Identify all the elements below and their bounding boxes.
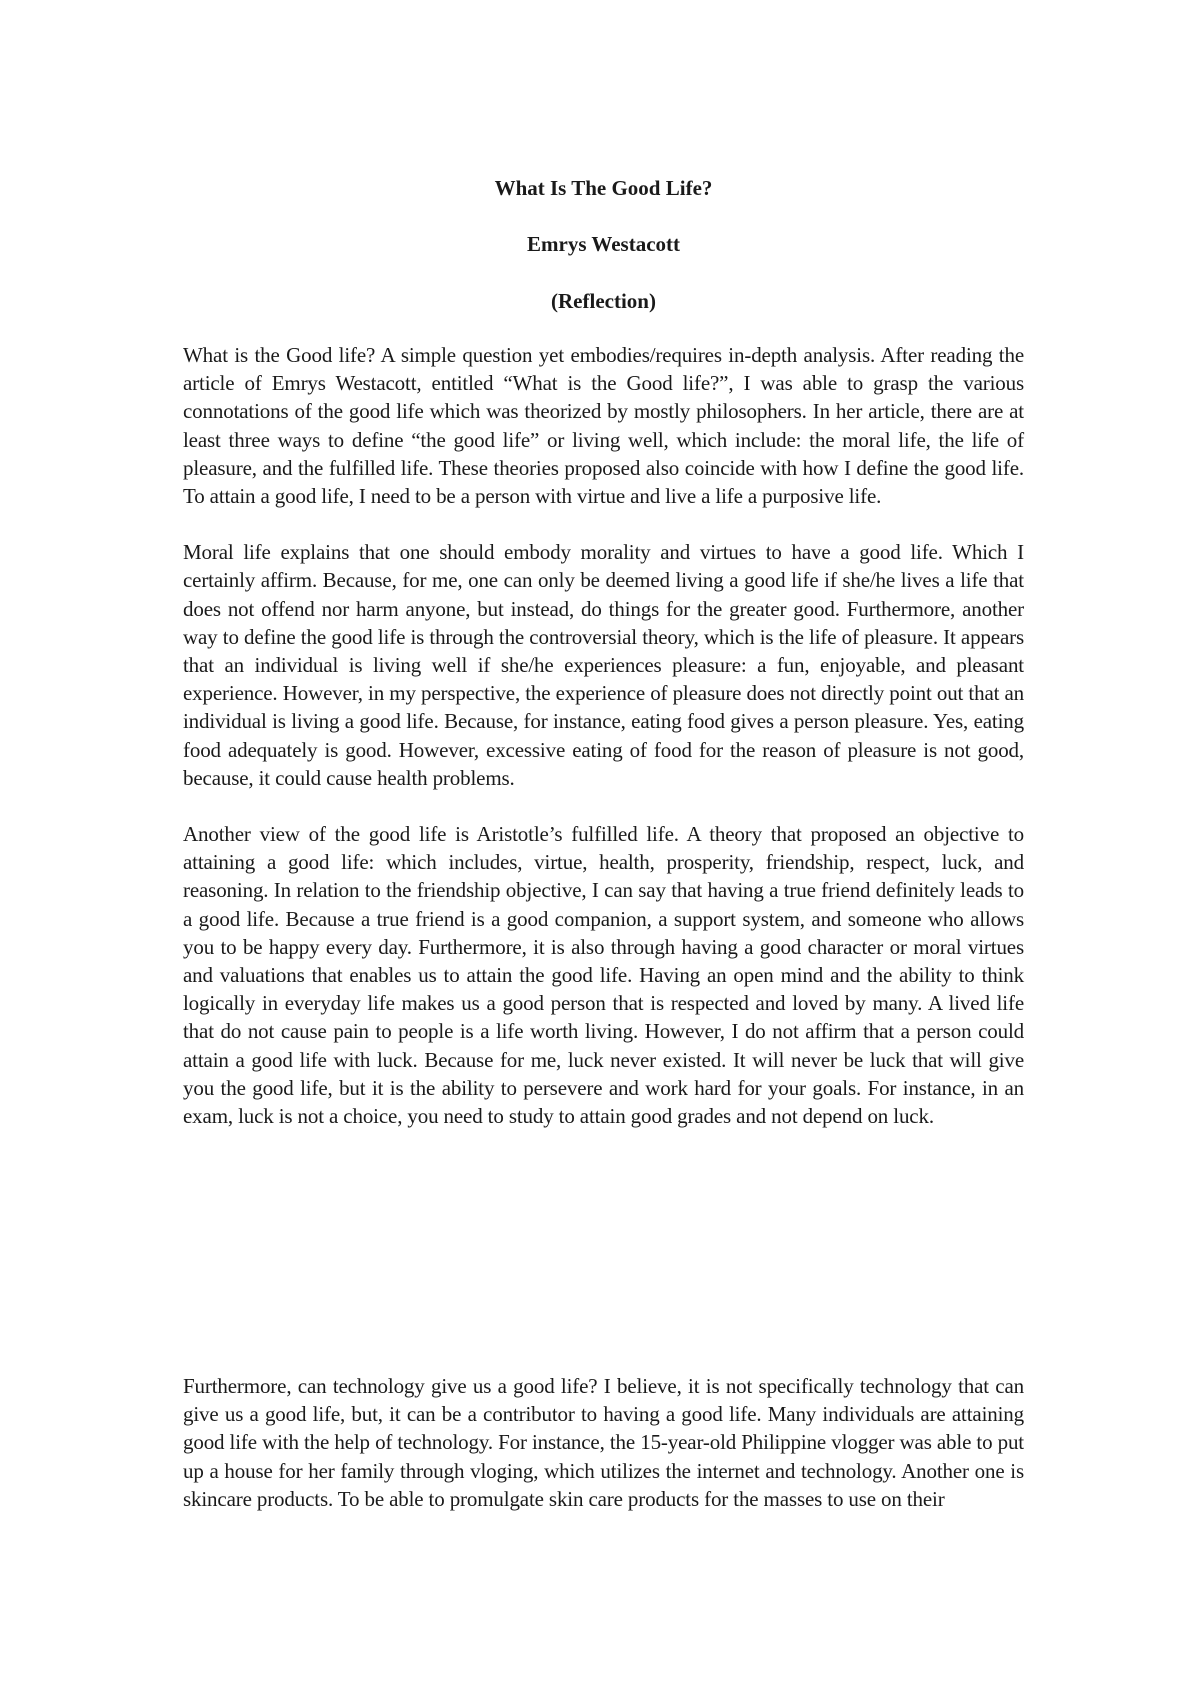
paragraph: Furthermore, can technology give us a good life? I believe, it is not specifically technology that can give us a good life, but, it can be a contributor to having a good life. Many individuals are attaining good life with the help of technology. For instance, the 15-year-old Philippine vlogger was able to put up a house for her family through vloging, which utilizes the internet and technology. Another one is skincare products. To be able to promulgate skin care products for the masses to use on their <box>183 1374 1024 1511</box>
paragraph: Moral life explains that one should embody morality and virtues to have a good life. Which I certainly affirm. Because, for me, one can only be deemed living a good life if she/he lives a life that does not offend nor harm anyone, but instead, do things for the greater good. Furthermore, another way to define the good life is through the controversial theory, which is the life of pleasure. It appears that an individual is living well if she/he experiences pleasure: a fun, enjoyable, and pleasant experience. However, in my perspective, the experience of pleasure does not directly point out that an individual is living a good life. Because, for instance, eating food gives a person pleasure. Yes, eating food adequately is good. However, excessive eating of food for the reason of pleasure is not good, because, it could cause health problems. <box>183 540 1024 790</box>
document-subtitle: (Reflection) <box>551 289 656 313</box>
document-title: What Is The Good Life? <box>494 176 713 200</box>
body-text <box>183 341 1024 1130</box>
paragraph: Another view of the good life is Aristotle’s fulfilled life. A theory that proposed an objective to attaining a good life: which includes, virtue, health, prosperity, friendship, respect, luck, and reasoning. In relation to the friendship objective, I can say that having a true friend definitely leads to a good life. Because a true friend is a good companion, a support system, and someone who allows you to be happy every day. Furthermore, it is also through having a good character or moral virtues and valuations that enables us to attain the good life. Having an open mind and the ability to think logically in everyday life makes us a good person that is respected and loved by many. A lived life that do not cause pain to people is a life worth living. However, I do not affirm that a person could attain a good life with luck. Because for me, luck never existed. It will never be luck that will give you the good life, but it is the ability to persevere and work hard for your goals. For instance, in an exam, luck is not a choice, you need to study to attain good grades and not depend on luck. <box>183 822 1024 1129</box>
paragraph: What is the Good life? A simple question yet embodies/requires in-depth analysis. After reading the article of Emrys Westacott, entitled “What is the Good life?”, I was able to grasp the various connotations of the good life which was theorized by mostly philosophers. In her article, there are at least three ways to define “the good life” or living well, which include: the moral life, the life of pleasure, and the fulfilled life. These theories proposed also coincide with how I define the good life. To attain a good life, I need to be a person with virtue and live a life a purposive life. <box>183 343 1024 509</box>
document-author: Emrys Westacott <box>527 232 680 256</box>
body-text-continued <box>183 1372 1024 1513</box>
